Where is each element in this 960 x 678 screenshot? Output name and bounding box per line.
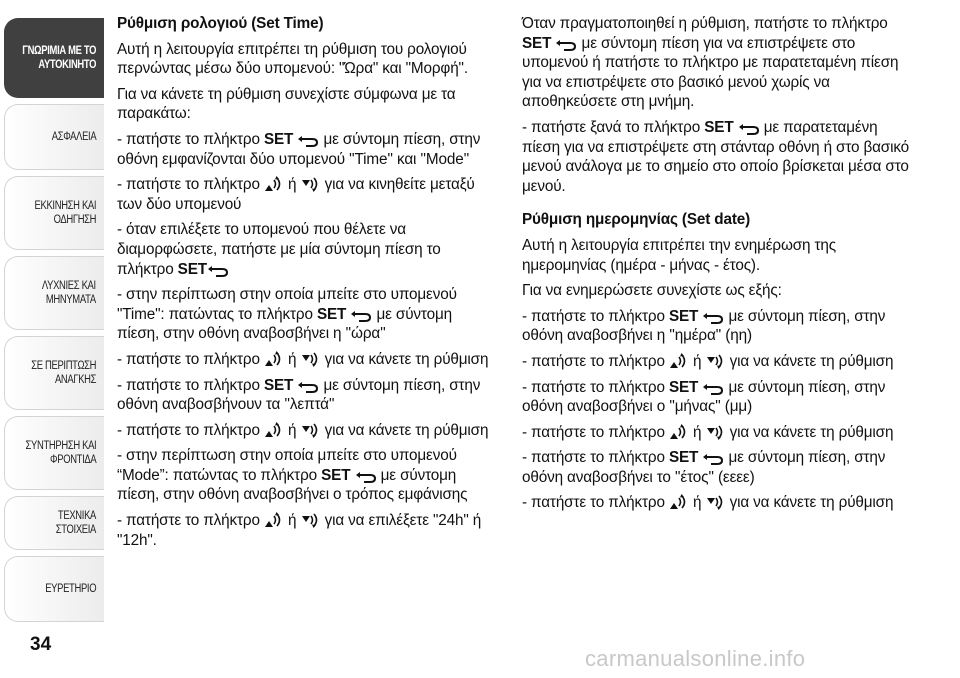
step-item: - όταν επιλέξετε το υπομενού που θέλετε να διαμορφώσετε, πατήστε με μία σύντομη πίεση το πλήκτρο SET (117, 221, 441, 278)
step-item: - πατήστε το πλήκτρο SET με σύντομη πίεση, στην οθόνη αναβοσβήνει το ''έτος'' (εεεε) (522, 449, 886, 486)
set-button-icon (702, 381, 724, 395)
set-label: SET (668, 378, 699, 396)
step-item: - πατήστε το πλήκτρο SET με σύντομη πίεση, στην οθόνη αναβοσβήνουν τα ''λεπτά'' (117, 376, 481, 414)
set-button-icon (207, 263, 229, 277)
paragraph: Για να κάνετε τη ρύθμιση συνεχίστε σύμφωνα με τα παρακάτω: (117, 85, 456, 123)
step-item: - στην περίπτωση στην οποία μπείτε στο υπομενού "Time": πατώντας το πλήκτρο SET με σύντομη πίεση, στην οθόνη αναβοσβήνει η ''ώρα'' (117, 286, 457, 343)
step-item: - πατήστε το πλήκτρο ή για να κάνετε τη ρύθμιση (522, 352, 894, 370)
set-label: SET (321, 466, 351, 484)
step-item: - πατήστε το πλήκτρο ή για να κάνετε τη ρύθμιση (522, 494, 894, 512)
down-button-icon (706, 353, 726, 369)
section-title-set-date: Ρύθμιση ημερομηνίας (Set date) (522, 211, 751, 229)
paragraph: Αυτή η λειτουργία επιτρέπει τη ρύθμιση του ρολογιού περνώντας μέσω δύο υπομενού: "Ώρα" και "Μορφή". (117, 40, 468, 78)
step-item: - πατήστε ξανά το πλήκτρο SET με παρατεταμένη πίεση για να επιστρέψετε στη στάνταρ οθόνη ή στο βασικό μενού ανάλογα με το σημείο στο οποίο βρίσκεται μέσα στο μενού. (522, 118, 909, 195)
set-button-icon (738, 121, 760, 135)
step-item: - στην περίπτωση στην οποία μπείτε στο υπομενού “Mode”: πατώντας το πλήκτρο SET με σύντομη πίεση, στην οθόνη αναβοσβήνει ο τρόπος εμφάνισης (117, 447, 468, 504)
paragraph: Όταν πραγματοποιηθεί η ρύθμιση, πατήστε το πλήκτρο SET με σύντομη πίεση για να επιστρέψετε στο υπομενού ή πατήστε το πλήκτρο με παρατεταμένη πίεση για να επιστρέψετε στο βασικό μενού χωρίς να αποθηκεύσετε στη μνήμη. (522, 15, 899, 111)
left-column (117, 14, 497, 556)
tab-emergency[interactable]: ΣΕ ΠΕΡΙΠΤΩΣΗ ΑΝΑΓΚΗΣ (4, 336, 104, 410)
step-item: - πατήστε το πλήκτρο ή για να κάνετε τη ρύθμιση (117, 421, 489, 439)
up-button-icon (669, 494, 689, 510)
set-button-icon (297, 133, 319, 147)
set-button-icon (702, 451, 724, 465)
down-button-icon (301, 512, 321, 528)
set-label: SET (177, 260, 207, 278)
down-button-icon (706, 494, 726, 510)
set-button-icon (350, 308, 372, 322)
section-title-set-time: Ρύθμιση ρολογιού (Set Time) (117, 15, 324, 32)
up-button-icon (669, 353, 689, 369)
step-item: - πατήστε το πλήκτρο SET με σύντομη πίεση, στην οθόνη αναβοσβήνει η ''ημέρα'' (ηη) (522, 307, 886, 345)
up-button-icon (669, 424, 689, 440)
tab-getting-to-know[interactable]: ΓΝΩΡΙΜΙΑ ΜΕ ΤΟ ΑΥΤΟΚΙΝΗΤΟ (4, 18, 104, 98)
paragraph: Για να ενημερώσετε συνεχίστε ως εξής: (522, 282, 782, 300)
down-button-icon (706, 424, 726, 440)
set-label: SET (316, 305, 347, 323)
up-button-icon (264, 351, 284, 367)
step-item: - πατήστε το πλήκτρο ή για να επιλέξετε "24h" ή "12h". (117, 512, 482, 549)
set-label: SET (668, 449, 699, 467)
down-button-icon (301, 351, 321, 367)
up-button-icon (264, 422, 284, 438)
step-item: - πατήστε το πλήκτρο SET με σύντομη πίεση, στην οθόνη αναβοσβήνει ο ''μήνας'' (μμ) (522, 378, 886, 416)
step-item: - πατήστε το πλήκτρο ή για να κάνετε τη ρύθμιση (117, 350, 489, 368)
set-label: SET (263, 130, 294, 148)
up-button-icon (264, 512, 284, 528)
tab-starting-driving[interactable]: ΕΚΚΙΝΗΣΗ ΚΑΙ ΟΔΗΓΗΣΗ (4, 176, 104, 250)
right-column (522, 14, 914, 519)
set-button-icon (555, 37, 577, 51)
tab-safety[interactable]: ΑΣΦΑΛΕΙΑ (4, 104, 104, 170)
tab-warning-lights[interactable]: ΛΥΧΝΙΕΣ ΚΑΙ ΜΗΝΥΜΑΤΑ (4, 256, 104, 330)
up-button-icon (264, 176, 284, 192)
watermark: carmanualsonline.info (585, 646, 806, 671)
set-button-icon (355, 469, 377, 483)
step-item: - πατήστε το πλήκτρο SET με σύντομη πίεση, στην οθόνη εμφανίζονται δύο υπομενού ''Time'' και ''Mode'' (117, 130, 481, 168)
page-number: 34 (30, 634, 52, 655)
step-item: - πατήστε το πλήκτρο ή για να κάνετε τη ρύθμιση (522, 423, 894, 441)
set-label: SET (522, 34, 552, 52)
set-button-icon (702, 310, 724, 324)
set-button-icon (297, 379, 319, 393)
set-label: SET (704, 118, 734, 136)
tab-index[interactable]: ΕΥΡΕΤΗΡΙΟ (4, 556, 104, 622)
tab-maintenance[interactable]: ΣΥΝΤΗΡΗΣΗ ΚΑΙ ΦΡΟΝΤΙΔΑ (4, 416, 104, 490)
set-label: SET (263, 376, 294, 394)
chapter-sidebar (0, 0, 104, 678)
set-label: SET (668, 307, 699, 325)
step-item: - πατήστε το πλήκτρο ή για να κινηθείτε μεταξύ των δύο υπομενού (117, 176, 475, 213)
down-button-icon (301, 176, 321, 192)
paragraph: Αυτή η λειτουργία επιτρέπει την ενημέρωση της ημερομηνίας (ημέρα - μήνας - έτος). (522, 236, 836, 274)
tab-technical-data[interactable]: ΤΕΧΝΙΚΑ ΣΤΟΙΧΕΙΑ (4, 496, 104, 550)
down-button-icon (301, 422, 321, 438)
